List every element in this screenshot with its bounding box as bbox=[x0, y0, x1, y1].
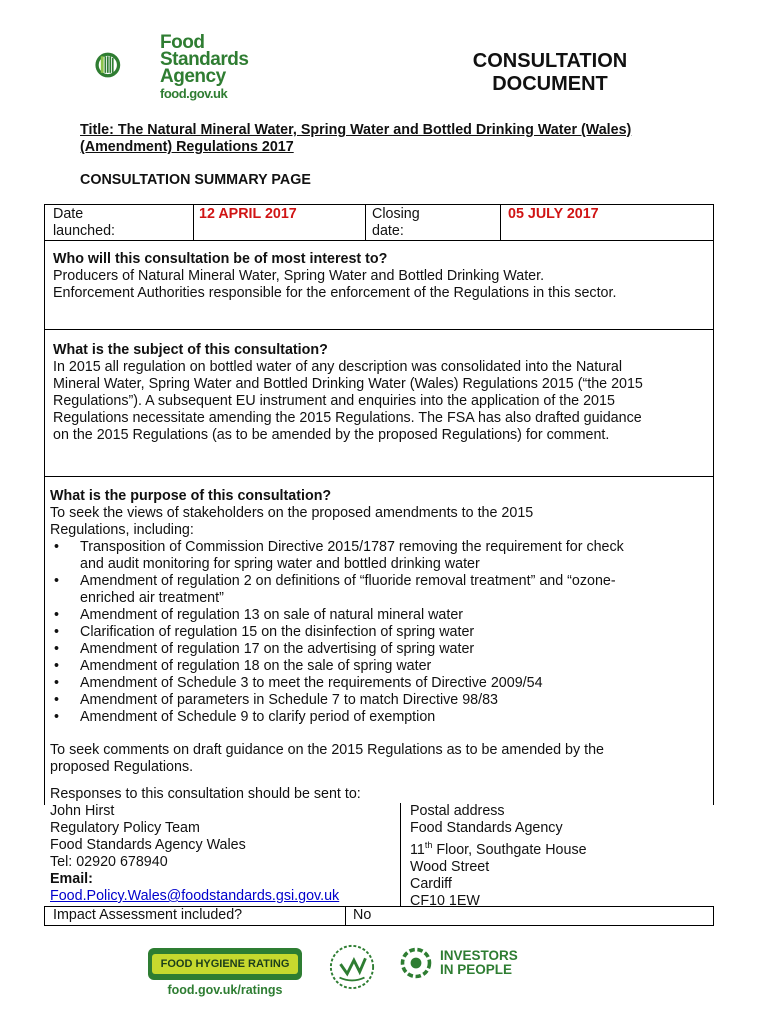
closing-date-value: 05 JULY 2017 bbox=[508, 206, 599, 222]
contact-tel: Tel: 02920 678940 bbox=[50, 854, 168, 870]
doc-title-line-1: CONSULTATION bbox=[472, 50, 628, 72]
list-item: • Amendment of regulation 13 on sale of natural mineral water bbox=[50, 607, 640, 624]
postal-label: Postal address bbox=[410, 803, 505, 819]
interest-section bbox=[53, 251, 653, 302]
closing-date-label bbox=[372, 206, 420, 240]
fhr-label: FOOD HYGIENE RATING bbox=[160, 958, 290, 970]
email-label: Email: bbox=[50, 871, 93, 887]
responses-intro: Responses to this consultation should be sent to: bbox=[50, 786, 361, 802]
postal-floor bbox=[410, 837, 710, 859]
subject-section bbox=[53, 342, 643, 444]
food-hygiene-rating-logo bbox=[148, 948, 302, 980]
list-item: • Amendment of regulation 17 on the advertising of spring water bbox=[50, 641, 640, 658]
list-item: • Amendment of Schedule 9 to clarify period of exemption bbox=[50, 709, 640, 726]
divider bbox=[365, 204, 366, 240]
contact-team: Regulatory Policy Team bbox=[50, 820, 200, 836]
document-type-title bbox=[440, 50, 660, 96]
fhr-url: food.gov.uk/ratings bbox=[167, 983, 283, 997]
org-name-food: Food bbox=[160, 32, 205, 53]
list-item: • Transposition of Commission Directive 2015/1787 removing the requirement for check and audit monitoring for spring water and bottled drinking water bbox=[50, 539, 640, 573]
divider bbox=[400, 803, 401, 906]
date-launched-label-2: launched: bbox=[53, 223, 116, 239]
investors-in-people-text bbox=[440, 949, 518, 977]
fsa-logo-text bbox=[160, 34, 248, 102]
date-launched-label-1: Date bbox=[53, 206, 84, 222]
iip-line-1: INVESTORS bbox=[440, 948, 518, 963]
responses-section bbox=[50, 786, 410, 905]
postal-code: CF10 1EW bbox=[410, 892, 480, 909]
date-launched-value: 12 APRIL 2017 bbox=[199, 206, 297, 222]
interest-heading: Who will this consultation be of most interest to? bbox=[53, 251, 388, 267]
fsa-logo-emblem bbox=[95, 30, 157, 100]
purpose-bullet-list bbox=[50, 539, 640, 726]
investors-in-people-icon bbox=[398, 945, 434, 981]
org-name-standards: Standards bbox=[160, 49, 249, 70]
divider bbox=[44, 240, 713, 241]
iip-line-2: IN PEOPLE bbox=[440, 962, 513, 977]
postal-floor-number: 11 bbox=[410, 841, 425, 858]
postal-street: Wood Street bbox=[410, 858, 490, 875]
regulation-title: Title: The Natural Mineral Water, Spring Water and Bottled Drinking Water (Wales) (Amendment) Regulations 2017 bbox=[80, 122, 632, 155]
postal-city: Cardiff bbox=[410, 875, 452, 892]
email-link[interactable]: Food.Policy.Wales@foodstandards.gsi.gov.uk bbox=[50, 888, 340, 904]
list-item: • Amendment of Schedule 3 to meet the requirements of Directive 2009/54 bbox=[50, 675, 640, 692]
subject-heading: What is the subject of this consultation? bbox=[53, 342, 328, 358]
quality-mark-icon bbox=[328, 943, 376, 991]
divider bbox=[44, 476, 713, 477]
purpose-heading: What is the purpose of this consultation? bbox=[50, 488, 332, 504]
divider bbox=[345, 906, 346, 926]
divider bbox=[193, 204, 194, 240]
contact-name: John Hirst bbox=[50, 803, 115, 819]
list-item: • Clarification of regulation 15 on the disinfection of spring water bbox=[50, 624, 640, 641]
closing-date-label-2: date: bbox=[372, 223, 404, 239]
org-url: food.gov.uk bbox=[160, 86, 228, 101]
postal-address bbox=[410, 803, 710, 910]
impact-value: No bbox=[353, 907, 372, 923]
impact-label: Impact Assessment included? bbox=[53, 907, 243, 923]
list-item: • Amendment of parameters in Schedule 7 to match Directive 98/83 bbox=[50, 692, 640, 709]
contact-agency: Food Standards Agency Wales bbox=[50, 837, 246, 853]
postal-floor-suffix: th bbox=[424, 840, 433, 850]
postal-org: Food Standards Agency bbox=[410, 820, 563, 836]
divider bbox=[500, 204, 501, 240]
fhr-label-box bbox=[152, 954, 298, 974]
divider bbox=[44, 329, 713, 330]
org-name-agency: Agency bbox=[160, 66, 226, 87]
doc-title-line-2: DOCUMENT bbox=[492, 73, 608, 95]
list-item: • Amendment of regulation 2 on definitions of “fluoride removal treatment” and “ozone-enriched air treatment” bbox=[50, 573, 620, 607]
subject-body: In 2015 all regulation on bottled water of any description was consolidated into the Natural Mineral Water, Spring Water and Bottled Drinking Water (Wales) Regulations 2015 (“the 2015 Regulations”). A subsequent EU instrument and enquiries into the application of the 2015 Regulations necessitate amending the 2015 Regulations. The FSA has also drafted guidance on the 2015 Regulations (as to be amended by the proposed Regulations) for comment. bbox=[53, 359, 643, 443]
date-launched-label bbox=[53, 206, 115, 240]
purpose-intro: To seek the views of stakeholders on the proposed amendments to the 2015 Regulations, including: bbox=[50, 505, 534, 538]
postal-floor-text: Floor, Southgate House bbox=[432, 841, 587, 858]
closing-date-label-1: Closing bbox=[372, 206, 420, 222]
interest-line-2: Enforcement Authorities responsible for the enforcement of the Regulations in this sector. bbox=[53, 285, 617, 301]
summary-heading: CONSULTATION SUMMARY PAGE bbox=[80, 172, 311, 188]
interest-line-1: Producers of Natural Mineral Water, Spring Water and Bottled Drinking Water. bbox=[53, 268, 545, 284]
list-item: • Amendment of regulation 18 on the sale of spring water bbox=[50, 658, 640, 675]
purpose-section bbox=[50, 488, 680, 776]
purpose-outro: To seek comments on draft guidance on the 2015 Regulations as to be amended by the proposed Regulations. bbox=[50, 742, 604, 775]
